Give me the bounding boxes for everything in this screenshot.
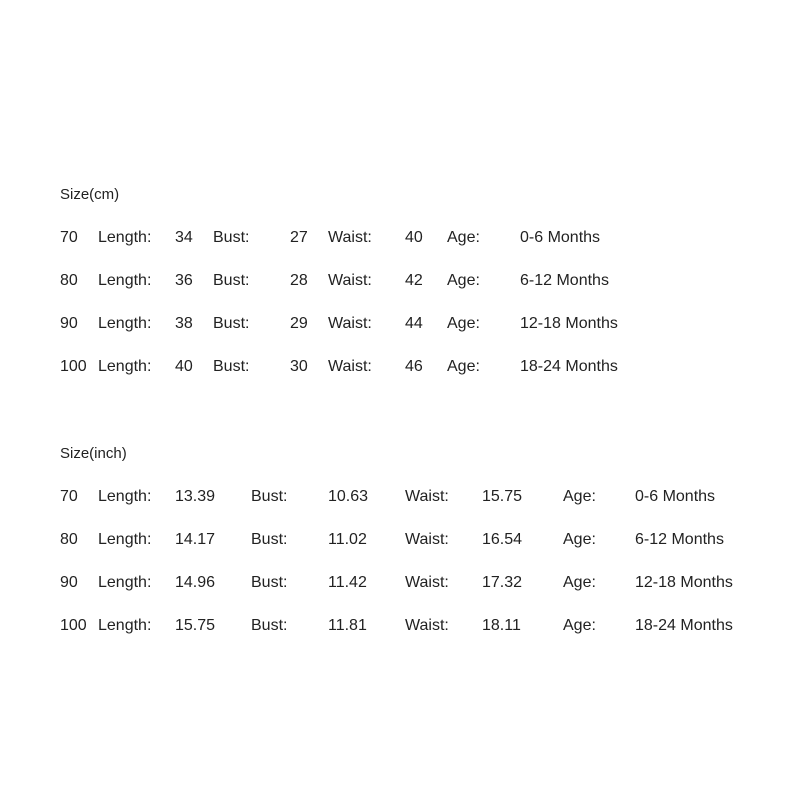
size-value: 80: [60, 272, 78, 289]
age-label: Age:: [563, 617, 596, 634]
length-value: 14.17: [175, 531, 216, 548]
cm-table-row: [0, 271, 800, 291]
cm-table-row: [0, 314, 800, 334]
inch-table-row: [0, 530, 800, 550]
length-label: Length:: [98, 358, 152, 375]
age-value: 0-6 Months: [520, 229, 601, 246]
waist-label: Waist:: [405, 574, 449, 591]
length-label: Length:: [98, 229, 152, 246]
bust-label: Bust:: [251, 488, 288, 505]
waist-value: 44: [405, 315, 423, 332]
length-label: Length:: [98, 272, 152, 289]
bust-label: Bust:: [251, 617, 288, 634]
age-value: 18-24 Months: [635, 617, 733, 634]
length-value: 15.75: [175, 617, 216, 634]
age-label: Age:: [563, 488, 596, 505]
length-label: Length:: [98, 315, 152, 332]
waist-label: Waist:: [328, 229, 372, 246]
bust-label: Bust:: [213, 315, 250, 332]
age-label: Age:: [563, 531, 596, 548]
size-value: 70: [60, 229, 78, 246]
inch-table-row: [0, 573, 800, 593]
bust-value: 11.81: [328, 617, 367, 634]
inch-table-row: [0, 487, 800, 507]
age-label: Age:: [447, 229, 480, 246]
size-value: 70: [60, 488, 78, 505]
length-value: 36: [175, 272, 193, 289]
size-value: 80: [60, 531, 78, 548]
length-label: Length:: [98, 488, 152, 505]
length-value: 14.96: [175, 574, 216, 591]
bust-label: Bust:: [213, 358, 250, 375]
size-value: 100: [60, 617, 87, 634]
waist-label: Waist:: [328, 272, 372, 289]
length-label: Length:: [98, 617, 152, 634]
bust-label: Bust:: [251, 531, 288, 548]
inch-section-title: Size(inch): [60, 445, 127, 462]
age-value: 0-6 Months: [635, 488, 716, 505]
waist-label: Waist:: [405, 531, 449, 548]
length-value: 13.39: [175, 488, 216, 505]
age-value: 12-18 Months: [635, 574, 733, 591]
age-value: 6-12 Months: [635, 531, 724, 548]
waist-value: 46: [405, 358, 423, 375]
waist-value: 40: [405, 229, 423, 246]
bust-value: 30: [290, 358, 308, 375]
bust-label: Bust:: [251, 574, 288, 591]
size-value: 90: [60, 574, 78, 591]
length-label: Length:: [98, 574, 152, 591]
waist-label: Waist:: [328, 315, 372, 332]
bust-value: 11.42: [328, 574, 367, 591]
age-value: 12-18 Months: [520, 315, 618, 332]
age-value: 18-24 Months: [520, 358, 618, 375]
bust-value: 29: [290, 315, 308, 332]
waist-value: 18.11: [482, 617, 521, 634]
waist-value: 15.75: [482, 488, 523, 505]
waist-label: Waist:: [328, 358, 372, 375]
cm-table-row: [0, 357, 800, 377]
bust-value: 11.02: [328, 531, 367, 548]
age-value: 6-12 Months: [520, 272, 609, 289]
length-value: 40: [175, 358, 193, 375]
waist-value: 16.54: [482, 531, 523, 548]
size-value: 90: [60, 315, 78, 332]
waist-label: Waist:: [405, 488, 449, 505]
length-value: 34: [175, 229, 193, 246]
cm-section-title: Size(cm): [60, 186, 120, 203]
age-label: Age:: [447, 272, 480, 289]
age-label: Age:: [447, 358, 480, 375]
length-label: Length:: [98, 531, 152, 548]
bust-label: Bust:: [213, 229, 250, 246]
waist-label: Waist:: [405, 617, 449, 634]
waist-value: 17.32: [482, 574, 523, 591]
cm-table-row: [0, 228, 800, 248]
bust-value: 27: [290, 229, 308, 246]
age-label: Age:: [563, 574, 596, 591]
bust-label: Bust:: [213, 272, 250, 289]
length-value: 38: [175, 315, 193, 332]
inch-table-row: [0, 616, 800, 636]
bust-value: 28: [290, 272, 308, 289]
age-label: Age:: [447, 315, 480, 332]
size-value: 100: [60, 358, 87, 375]
bust-value: 10.63: [328, 488, 369, 505]
waist-value: 42: [405, 272, 423, 289]
